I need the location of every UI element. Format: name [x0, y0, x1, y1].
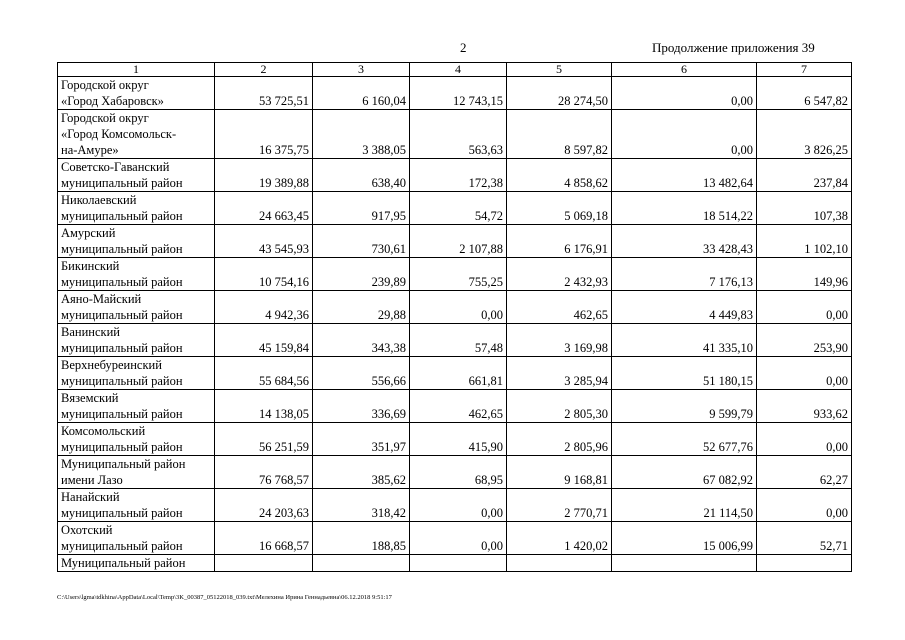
value-cell: 68,95: [410, 456, 507, 489]
district-name: Комсомольский муниципальный район: [58, 423, 215, 456]
value-cell: 9 168,81: [507, 456, 612, 489]
column-number-row: [58, 63, 852, 77]
value-cell: 18 514,22: [612, 192, 757, 225]
column-header: 1: [58, 63, 215, 77]
value-cell: [507, 555, 612, 572]
table-row: [58, 456, 852, 489]
district-name: Вяземский муниципальный район: [58, 390, 215, 423]
value-cell: 0,00: [612, 77, 757, 110]
value-cell: [612, 555, 757, 572]
column-header: 2: [215, 63, 313, 77]
value-cell: 3 388,05: [313, 110, 410, 159]
continuation-label: Продолжение приложения 39: [652, 40, 815, 55]
value-cell: 0,00: [757, 357, 852, 390]
value-cell: 0,00: [410, 291, 507, 324]
value-cell: 16 375,75: [215, 110, 313, 159]
value-cell: 0,00: [410, 522, 507, 555]
value-cell: 1 102,10: [757, 225, 852, 258]
table-row: [58, 324, 852, 357]
value-cell: 917,95: [313, 192, 410, 225]
value-cell: 41 335,10: [612, 324, 757, 357]
district-name: Городской округ «Город Хабаровск»: [58, 77, 215, 110]
value-cell: [313, 555, 410, 572]
column-header: 3: [313, 63, 410, 77]
table-row: [58, 258, 852, 291]
value-cell: 755,25: [410, 258, 507, 291]
value-cell: 62,27: [757, 456, 852, 489]
value-cell: 638,40: [313, 159, 410, 192]
district-name: Николаевский муниципальный район: [58, 192, 215, 225]
value-cell: 3 826,25: [757, 110, 852, 159]
value-cell: 0,00: [757, 489, 852, 522]
value-cell: [215, 555, 313, 572]
value-cell: 52 677,76: [612, 423, 757, 456]
value-cell: 0,00: [612, 110, 757, 159]
value-cell: 563,63: [410, 110, 507, 159]
value-cell: 24 203,63: [215, 489, 313, 522]
district-name: Бикинский муниципальный район: [58, 258, 215, 291]
value-cell: 4 942,36: [215, 291, 313, 324]
value-cell: 10 754,16: [215, 258, 313, 291]
value-cell: 9 599,79: [612, 390, 757, 423]
value-cell: 343,38: [313, 324, 410, 357]
value-cell: 385,62: [313, 456, 410, 489]
value-cell: 253,90: [757, 324, 852, 357]
value-cell: 51 180,15: [612, 357, 757, 390]
value-cell: 67 082,92: [612, 456, 757, 489]
value-cell: 6 160,04: [313, 77, 410, 110]
value-cell: [757, 555, 852, 572]
value-cell: 2 805,30: [507, 390, 612, 423]
value-cell: 56 251,59: [215, 423, 313, 456]
value-cell: 3 285,94: [507, 357, 612, 390]
value-cell: 107,38: [757, 192, 852, 225]
table-row: [58, 77, 852, 110]
value-cell: 21 114,50: [612, 489, 757, 522]
value-cell: 933,62: [757, 390, 852, 423]
value-cell: 43 545,93: [215, 225, 313, 258]
value-cell: 730,61: [313, 225, 410, 258]
value-cell: 415,90: [410, 423, 507, 456]
table-row: [58, 159, 852, 192]
value-cell: 24 663,45: [215, 192, 313, 225]
value-cell: 7 176,13: [612, 258, 757, 291]
value-cell: 52,71: [757, 522, 852, 555]
value-cell: 462,65: [507, 291, 612, 324]
value-cell: 76 768,57: [215, 456, 313, 489]
table-row: [58, 555, 852, 572]
district-name: Амурский муниципальный район: [58, 225, 215, 258]
district-name: Верхнебуреинский муниципальный район: [58, 357, 215, 390]
value-cell: 556,66: [313, 357, 410, 390]
column-header: 6: [612, 63, 757, 77]
value-cell: 19 389,88: [215, 159, 313, 192]
value-cell: 53 725,51: [215, 77, 313, 110]
value-cell: 1 420,02: [507, 522, 612, 555]
value-cell: 16 668,57: [215, 522, 313, 555]
value-cell: 2 770,71: [507, 489, 612, 522]
value-cell: 2 805,96: [507, 423, 612, 456]
file-path-footer: C:\Users\lgma\tdkhina\AppData\Local\Temp\3K_00387_05122018_039.txt\Мелехина Ирина Геннадьевна\06.12.2018 9:51:17: [57, 594, 392, 601]
value-cell: 172,38: [410, 159, 507, 192]
value-cell: 2 107,88: [410, 225, 507, 258]
value-cell: 12 743,15: [410, 77, 507, 110]
value-cell: 0,00: [757, 423, 852, 456]
value-cell: 15 006,99: [612, 522, 757, 555]
district-name: Ванинский муниципальный район: [58, 324, 215, 357]
value-cell: 57,48: [410, 324, 507, 357]
table-row: [58, 390, 852, 423]
table-row: [58, 225, 852, 258]
value-cell: 462,65: [410, 390, 507, 423]
table-row: [58, 489, 852, 522]
value-cell: 13 482,64: [612, 159, 757, 192]
district-name: Охотский муниципальный район: [58, 522, 215, 555]
table-row: [58, 357, 852, 390]
value-cell: 29,88: [313, 291, 410, 324]
value-cell: 54,72: [410, 192, 507, 225]
value-cell: 336,69: [313, 390, 410, 423]
table-row: [58, 423, 852, 456]
table-row: [58, 192, 852, 225]
value-cell: [410, 555, 507, 572]
table-row: [58, 291, 852, 324]
district-name: Муниципальный район: [58, 555, 215, 572]
column-header: 5: [507, 63, 612, 77]
column-header: 4: [410, 63, 507, 77]
value-cell: 149,96: [757, 258, 852, 291]
value-cell: 351,97: [313, 423, 410, 456]
district-name: Нанайский муниципальный район: [58, 489, 215, 522]
value-cell: 318,42: [313, 489, 410, 522]
value-cell: 45 159,84: [215, 324, 313, 357]
column-header: 7: [757, 63, 852, 77]
district-name: Аяно-Майский муниципальный район: [58, 291, 215, 324]
value-cell: 28 274,50: [507, 77, 612, 110]
district-name: Городской округ «Город Комсомольск- на-Амуре»: [58, 110, 215, 159]
value-cell: 6 547,82: [757, 77, 852, 110]
value-cell: 14 138,05: [215, 390, 313, 423]
district-name: Советско-Гаванский муниципальный район: [58, 159, 215, 192]
value-cell: 8 597,82: [507, 110, 612, 159]
value-cell: 33 428,43: [612, 225, 757, 258]
value-cell: 661,81: [410, 357, 507, 390]
district-name: Муниципальный район имени Лазо: [58, 456, 215, 489]
value-cell: 3 169,98: [507, 324, 612, 357]
value-cell: 4 449,83: [612, 291, 757, 324]
value-cell: 237,84: [757, 159, 852, 192]
value-cell: 4 858,62: [507, 159, 612, 192]
value-cell: 6 176,91: [507, 225, 612, 258]
value-cell: 188,85: [313, 522, 410, 555]
value-cell: 2 432,93: [507, 258, 612, 291]
appendix-table: [57, 62, 852, 572]
value-cell: 5 069,18: [507, 192, 612, 225]
value-cell: 239,89: [313, 258, 410, 291]
table-row: [58, 522, 852, 555]
table-row: [58, 110, 852, 159]
value-cell: 55 684,56: [215, 357, 313, 390]
page-number: 2: [460, 40, 467, 55]
value-cell: 0,00: [757, 291, 852, 324]
value-cell: 0,00: [410, 489, 507, 522]
